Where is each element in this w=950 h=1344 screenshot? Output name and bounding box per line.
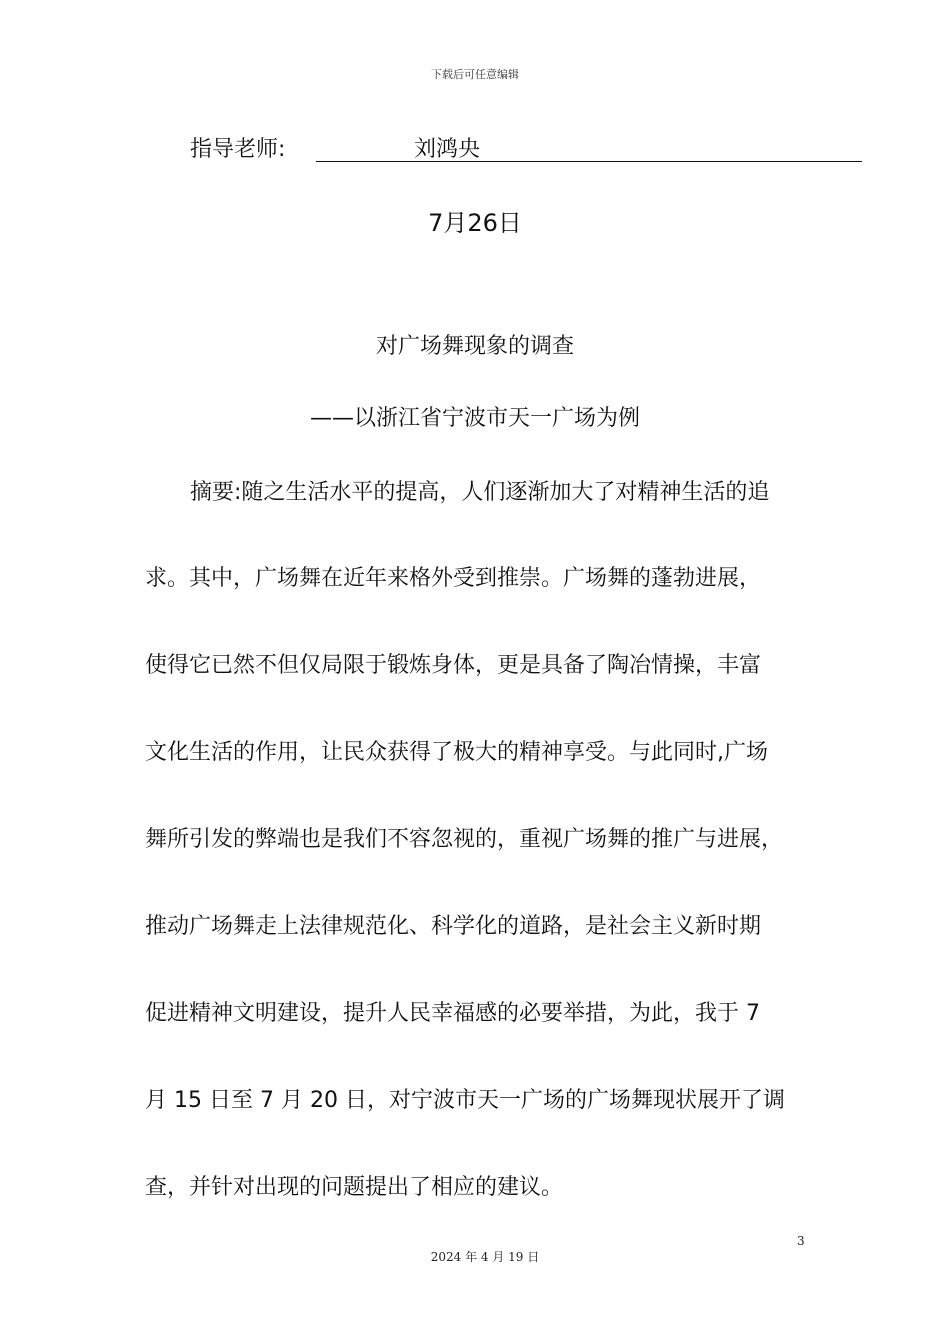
header-note: 下载后可任意编辑	[431, 68, 519, 81]
cover-date: 7月26日	[428, 209, 522, 237]
advisor-label: 指导老师:	[190, 137, 286, 162]
abstract-line: 文化生活的作用，让民众获得了极大的精神享受。与此同时,广场	[145, 740, 768, 765]
abstract-line: 促进精神文明建设，提升人民幸福感的必要举措，为此，我于 7	[145, 1001, 760, 1026]
advisor-underline	[316, 135, 862, 162]
article-subtitle: ——以浙江省宁波市天一广场为例	[309, 406, 640, 431]
abstract-line: 使得它已然不但仅局限于锻炼身体，更是具备了陶冶情操，丰富	[145, 653, 762, 678]
abstract-line: 舞所引发的弊端也是我们不容忽视的，重视广场舞的推广与进展，	[145, 827, 784, 852]
abstract-line: 摘要:随之生活水平的提高，人们逐渐加大了对精神生活的追	[190, 480, 770, 505]
abstract-line: 求。其中，广场舞在近年来格外受到推崇。广场舞的蓬勃进展，	[145, 566, 762, 591]
page-number: 3	[797, 1234, 805, 1248]
footer-date: 2024 年 4 月 19 日	[430, 1250, 540, 1264]
advisor-name: 刘鸿央	[414, 137, 481, 162]
abstract-line: 推动广场舞走上法律规范化、科学化的道路，是社会主义新时期	[145, 914, 762, 939]
abstract-line: 月 15 日至 7 月 20 日，对宁波市天一广场的广场舞现状展开了调	[145, 1088, 785, 1113]
abstract-line: 查，并针对出现的问题提出了相应的建议。	[145, 1175, 564, 1200]
article-title: 对广场舞现象的调查	[375, 334, 574, 359]
